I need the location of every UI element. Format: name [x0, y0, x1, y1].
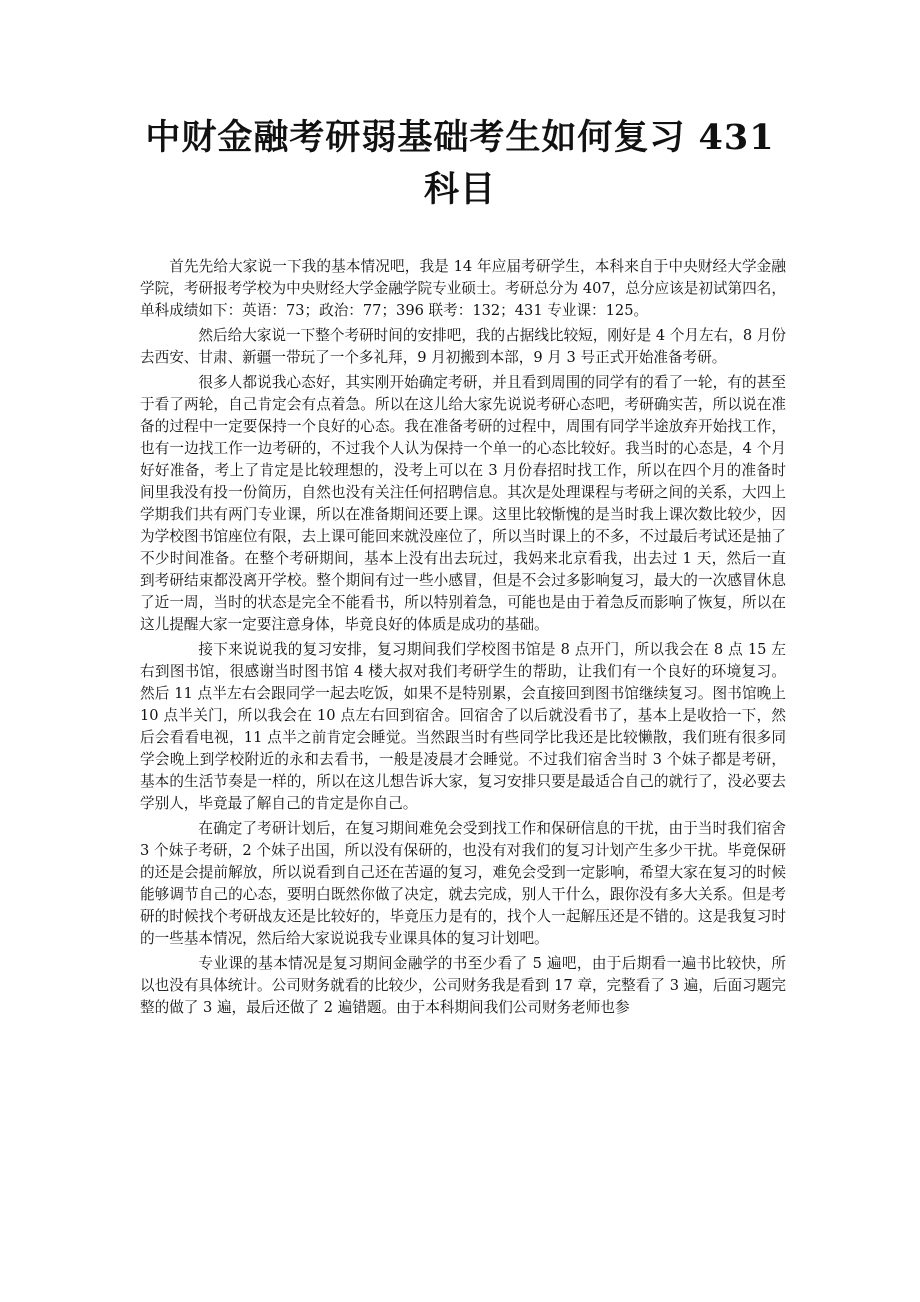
paragraph-daily-routine: 接下来说说我的复习安排，复习期间我们学校图书馆是 8 点开门，所以我会在 8 点 15 左右到图书馆，很感谢当时图书馆 4 楼大叔对我们考研学生的帮助，让我们有一个良好的环境复习。然后 11 点半左右会跟同学一起去吃饭，如果不是特别累，会直接回到图书馆继续复习。图书馆晚上 10 点半关门，所以我会在 10 点左右回到宿舍。回宿舍了以后就没看书了，基本上是收拾一下，然后会看看电视，11 点半之前肯定会睡觉。当然跟当时有些同学比我还是比较懒散，我们班有很多同学会晚上到学校附近的永和去看书，一般是凌晨才会睡觉。不过我们宿舍当时 3 个妹子都是考研，基本的生活节奏是一样的，所以在这儿想告诉大家，复习安排只要是最适合自己的就行了，没必要去学别人，毕竟最了解自己的肯定是你自己。 [140, 641, 786, 812]
document-title: 中财金融考研弱基础考生如何复习 431 科目 [145, 117, 775, 210]
paragraph-basic-info: 首先先给大家说一下我的基本情况吧，我是 14 年应届考研学生，本科来自于中央财经大学金融学院，考研报考学校为中央财经大学金融学院专业硕士。考研总分为 407，总分应该是初试第四名，单科成绩如下：英语：73；政治：77；396 联考：132；431 专业课：125。 [140, 258, 786, 319]
document-body [140, 256, 786, 1022]
paragraph-course-review: 专业课的基本情况是复习期间金融学的书至少看了 5 遍吧，由于后期看一遍书比较快，所以也没有具体统计。公司财务就看的比较少，公司财务我是看到 17 章，完整看了 3 遍，后面习题完整的做了 3 遍，最后还做了 2 遍错题。由于本科期间我们公司财务老师也参 [140, 955, 786, 1016]
paragraph-mindset: 很多人都说我心态好，其实刚开始确定考研，并且看到周围的同学有的看了一轮，有的甚至于看了两轮，自己肯定会有点着急。所以在这儿给大家先说说考研心态吧，考研确实苦，所以说在准备的过程中一定要保持一个良好的心态。我在准备考研的过程中，周围有同学半途放弃开始找工作，也有一边找工作一边考研的，不过我个人认为保持一个单一的心态比较好。我当时的心态是，4 个月好好准备，考上了肯定是比较理想的，没考上可以在 3 月份春招时找工作，所以在四个月的准备时间里我没有投一份简历，自然也没有关注任何招聘信息。其次是处理课程与考研之间的关系，大四上学期我们共有两门专业课，所以在准备期间还要上课。这里比较惭愧的是当时我上课次数比较少，因为学校图书馆座位有限，去上课可能回来就没座位了，所以当时课上的不多，不过最后考试还是抽了不少时间准备。在整个考研期间，基本上没有出去玩过，我妈来北京看我，出去过 1 天，然后一直到考研结束都没离开学校。整个期间有过一些小感冒，但是不会过多影响复习，最大的一次感冒休息了近一周，当时的状态是完全不能看书，所以特别着急，可能也是由于着急反而影响了恢复，所以在这儿提醒大家一定要注意身体，毕竟良好的体质是成功的基础。 [140, 374, 786, 633]
paragraph-distractions: 在确定了考研计划后，在复习期间难免会受到找工作和保研信息的干扰，由于当时我们宿舍 3 个妹子考研，2 个妹子出国，所以没有保研的，也没有对我们的复习计划产生多少干扰。毕竟保研的还是会提前解放，所以说看到自己还在苦逼的复习，难免会受到一定影响，希望大家在复习的时候能够调节自己的心态，要明白既然你做了决定，就去完成，别人干什么，跟你没有多大关系。但是考研的时候找个考研战友还是比较好的，毕竟压力是有的，找个人一起解压还是不错的。这是我复习时的一些基本情况，然后给大家说说我专业课具体的复习计划吧。 [140, 820, 786, 947]
paragraph-schedule: 然后给大家说一下整个考研时间的安排吧，我的占据线比较短，刚好是 4 个月左右，8 月份去西安、甘肃、新疆一带玩了一个多礼拜，9 月初搬到本部，9 月 3 号正式开始准备考研。 [140, 327, 786, 366]
